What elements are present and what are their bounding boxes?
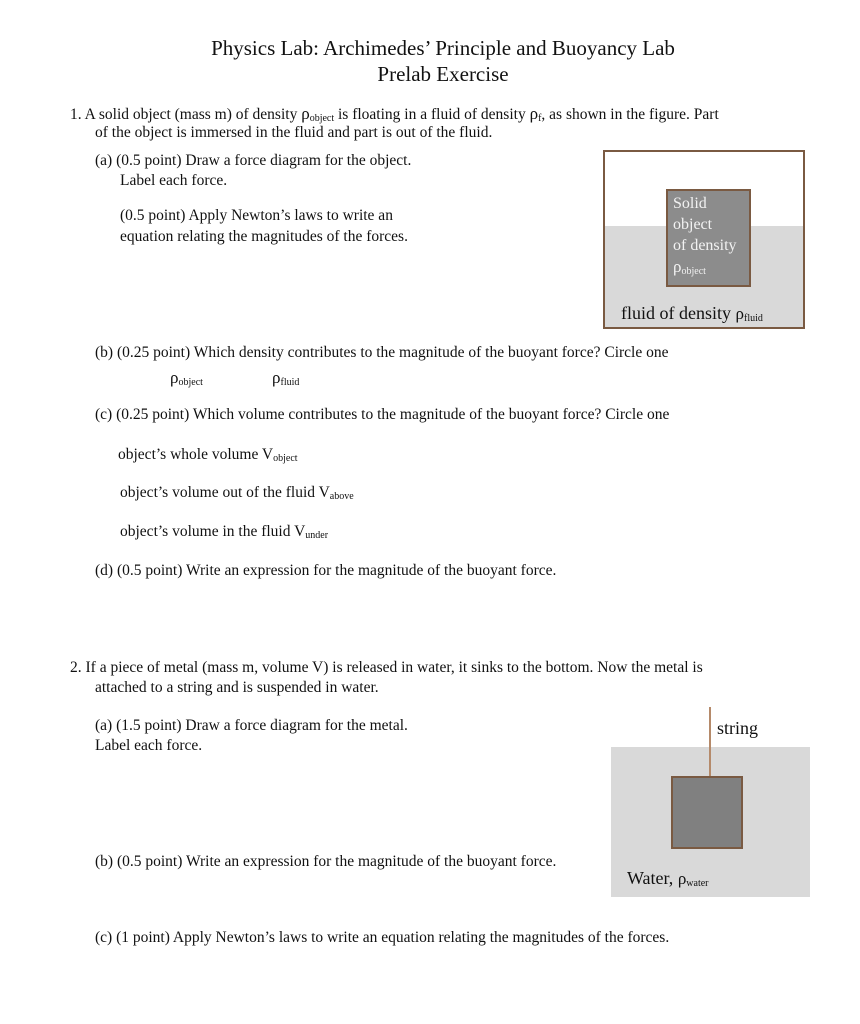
q2a-text2: Label each force.	[95, 737, 203, 754]
metal-block	[671, 776, 743, 849]
q2b-text: (b) (0.5 point) Write an expression for the magnitude of the buoyant force.	[95, 853, 557, 870]
option-rho-object[interactable]: $\rho_{object}$	[170, 368, 203, 388]
option-v-under[interactable]: object’s volume in the fluid $V_{under}$	[120, 523, 329, 541]
water-label: Water, $\rho_{water}$	[627, 868, 709, 889]
q2-stem-line2: attached to a string and is suspended in water.	[95, 679, 379, 696]
q2a-text: (a) (1.5 point) Draw a force diagram for the metal.	[95, 717, 408, 734]
string-label: string	[717, 718, 759, 738]
page-subtitle: Prelab Exercise	[377, 62, 509, 86]
q2-stem: 2. If a piece of metal (mass m, volume V) is released in water, it sinks to the bottom. Now the metal is	[70, 659, 703, 676]
floating-object-figure	[603, 150, 805, 329]
q1-stem: 1. A solid object (mass m) of density $\rho_{object}$ is floating in a fluid of density $\rho_f$, as shown in the figure. Part	[70, 104, 719, 124]
object-label-1: Solid object	[673, 195, 713, 233]
object-label-2: of density	[673, 237, 737, 254]
q1a2-text2: equation relating the magnitudes of the forces.	[120, 228, 408, 245]
q1a-text: (a) (0.5 point) Draw a force diagram for the object.	[95, 152, 412, 169]
q1a2-text: (0.5 point) Apply Newton’s laws to write an	[120, 207, 393, 224]
option-v-above[interactable]: object’s volume out of the fluid $V_{above}$	[120, 484, 354, 502]
solid-object	[666, 189, 751, 287]
q1d-text: (d) (0.5 point) Write an expression for the magnitude of the buoyant force.	[95, 562, 557, 579]
object-label-3: $\rho_{object}$	[673, 257, 706, 277]
q1a-text2: Label each force.	[120, 172, 228, 189]
string-line	[709, 707, 711, 777]
page-title: Physics Lab: Archimedes’ Principle and Buoyancy Lab	[211, 36, 675, 60]
option-v-object[interactable]: object’s whole volume $V_{object}$	[118, 446, 298, 464]
fluid-label: fluid of density $\rho_{fluid}$	[621, 303, 763, 324]
q2c-text: (c) (1 point) Apply Newton’s laws to write an equation relating the magnitudes of the forces.	[95, 929, 670, 946]
q1b-text: (b) (0.25 point) Which density contributes to the magnitude of the buoyant force? Circle one	[95, 344, 669, 361]
q1-stem-line2: of the object is immersed in the fluid and part is out of the fluid.	[95, 124, 493, 141]
q1c-text: (c) (0.25 point) Which volume contributes to the magnitude of the buoyant force? Circle one	[95, 406, 670, 423]
option-rho-fluid[interactable]: $\rho_{fluid}$	[272, 368, 300, 388]
